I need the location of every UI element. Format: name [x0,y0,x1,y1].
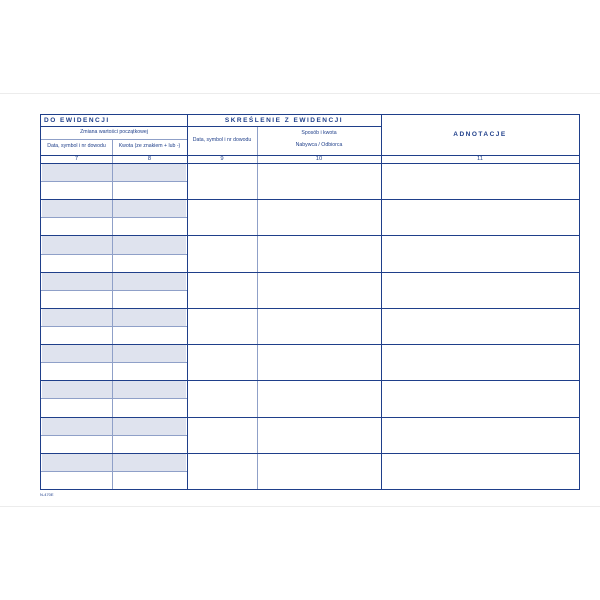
table-row-border [41,344,579,345]
header-col9: Data, symbol i nr dowodu [192,136,252,143]
shaded-cell [42,236,186,253]
shaded-cell [42,273,186,290]
row-midline [41,435,187,436]
table-row-border [41,453,579,454]
column-number-11: 11 [476,155,484,162]
table-row-border [41,235,579,236]
shaded-cell [42,454,186,471]
row-midline [41,362,187,363]
column-number-10: 10 [315,155,323,162]
table-row-border [41,272,579,273]
shaded-cell [42,164,186,181]
header-col7: Data, symbol i nr dowodu [47,143,106,150]
table-row-border [41,417,579,418]
shaded-cell [42,345,186,362]
header-col8: Kwota (ze znakiem + lub -) [118,143,181,150]
row-midline [41,181,187,182]
row-midline [41,471,187,472]
row-midline [41,398,187,399]
header-adnotacje: ADNOTACJE [453,131,507,139]
column-number-8: 8 [147,155,152,162]
shaded-cell [42,381,186,398]
column-number-9: 9 [220,155,224,162]
header-do-ewidencji: DO EWIDENCJI [44,116,110,124]
form-code: N-470E [40,492,54,497]
shaded-cell [42,200,186,217]
column-number-7: 7 [74,155,79,162]
register-table [40,114,580,490]
header-col10-line1: Sposób i kwota [301,130,337,137]
header-skreslenie: SKREŚLENIE Z EWIDENCJI [224,116,344,124]
table-row-border [41,199,579,200]
header-zmiana-wartosci: Zmiana wartości początkowej [80,128,148,135]
shaded-cell [42,309,186,326]
table-row-border [41,308,579,309]
shaded-cell [42,418,186,435]
row-midline [41,217,187,218]
row-midline [41,326,187,327]
row-midline [41,254,187,255]
row-midline [41,290,187,291]
table-row-border [41,380,579,381]
header-col10-line2: Nabywca / Odbiorca [295,142,343,149]
